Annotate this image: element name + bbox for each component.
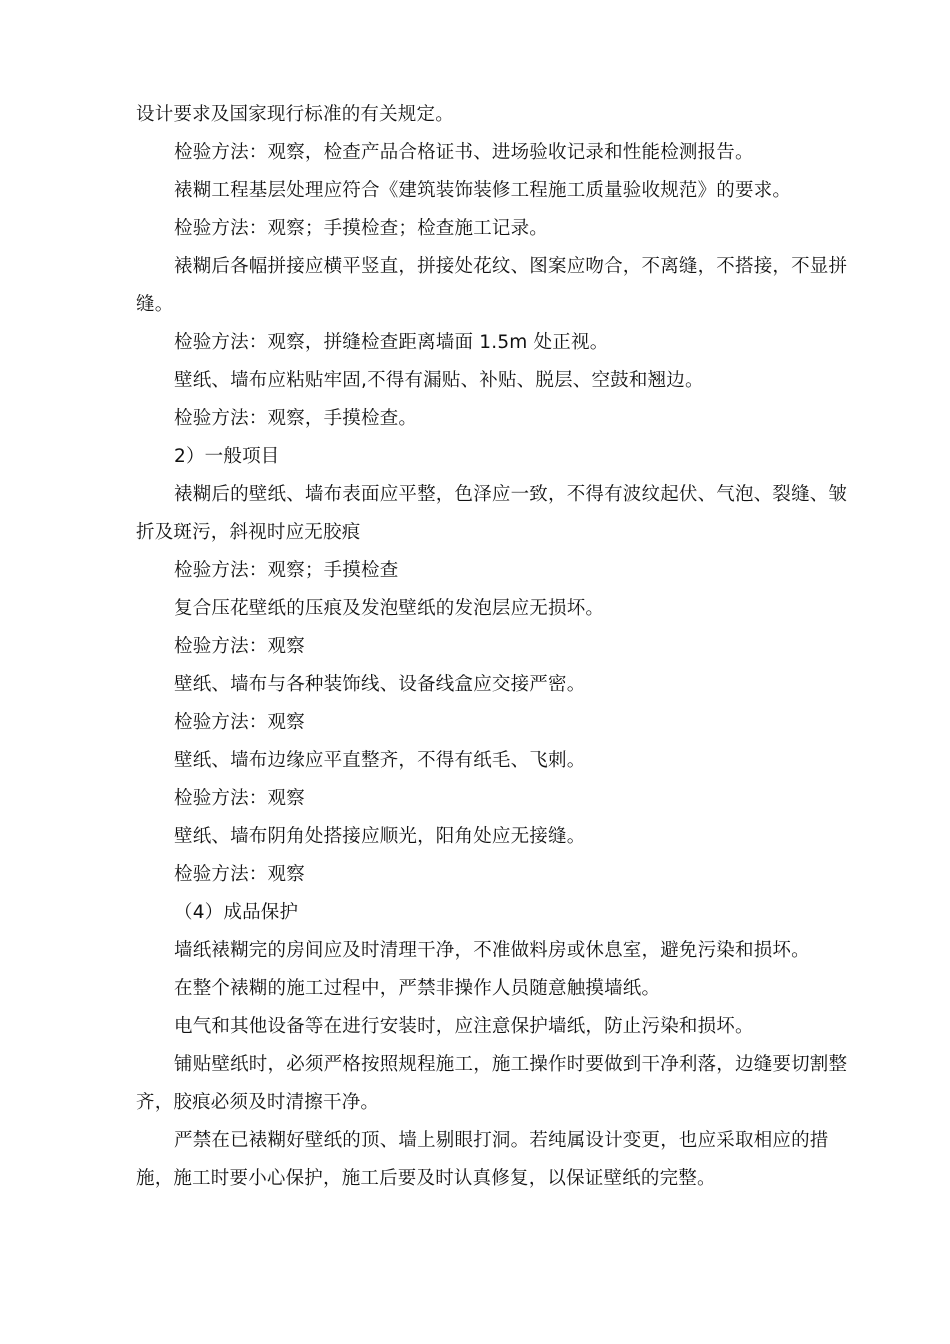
paragraph: 检验方法：观察；手摸检查；检查施工记录。	[174, 218, 549, 239]
paragraph: 检验方法：观察，检查产品合格证书、进场验收记录和性能检测报告。	[174, 142, 754, 163]
paragraph: 壁纸、墙布应粘贴牢固,不得有漏贴、补贴、脱层、空鼓和翘边。	[174, 370, 704, 391]
paragraph: 电气和其他设备等在进行安装时，应注意保护墙纸，防止污染和损坏。	[174, 1016, 754, 1037]
paragraph: 壁纸、墙布阴角处搭接应顺光，阳角处应无接缝。	[174, 826, 586, 847]
paragraph: 设计要求及国家现行标准的有关规定。	[136, 104, 454, 125]
paragraph: 复合压花壁纸的压痕及发泡壁纸的发泡层应无损坏。	[174, 598, 605, 619]
paragraph: 检验方法：观察	[174, 636, 305, 657]
paragraph: 裱糊后各幅拼接应横平竖直，拼接处花纹、图案应吻合，不离缝，不搭接，不显拼缝。	[136, 256, 848, 315]
paragraph: 检验方法：观察	[174, 712, 305, 733]
paragraph: 裱糊后的壁纸、墙布表面应平整，色泽应一致，不得有波纹起伏、气泡、裂缝、皱折及斑污，斜视时应无胶痕	[136, 484, 848, 543]
paragraph: 检验方法：观察，拼缝检查距离墙面 1.5m 处正视。	[174, 332, 609, 353]
document-body	[136, 96, 848, 1198]
section-heading: 2）一般项目	[174, 446, 280, 467]
paragraph: 严禁在已裱糊好壁纸的顶、墙上剔眼打洞。若纯属设计变更，也应采取相应的措施，施工时要小心保护，施工后要及时认真修复，以保证壁纸的完整。	[136, 1130, 829, 1189]
paragraph: 墙纸裱糊完的房间应及时清理干净，不准做料房或休息室，避免污染和损坏。	[174, 940, 810, 961]
paragraph: 铺贴壁纸时，必须严格按照规程施工，施工操作时要做到干净利落，边缝要切割整齐，胶痕必须及时清擦干净。	[136, 1054, 848, 1113]
paragraph: 检验方法：观察；手摸检查	[174, 560, 399, 581]
paragraph: 裱糊工程基层处理应符合《建筑装饰装修工程施工质量验收规范》的要求。	[174, 180, 792, 201]
section-heading: （4）成品保护	[174, 902, 299, 923]
paragraph: 在整个裱糊的施工过程中，严禁非操作人员随意触摸墙纸。	[174, 978, 661, 999]
paragraph: 检验方法：观察	[174, 864, 305, 885]
paragraph: 壁纸、墙布边缘应平直整齐，不得有纸毛、飞刺。	[174, 750, 586, 771]
paragraph: 检验方法：观察，手摸检查。	[174, 408, 418, 429]
paragraph: 检验方法：观察	[174, 788, 305, 809]
paragraph: 壁纸、墙布与各种装饰线、设备线盒应交接严密。	[174, 674, 586, 695]
